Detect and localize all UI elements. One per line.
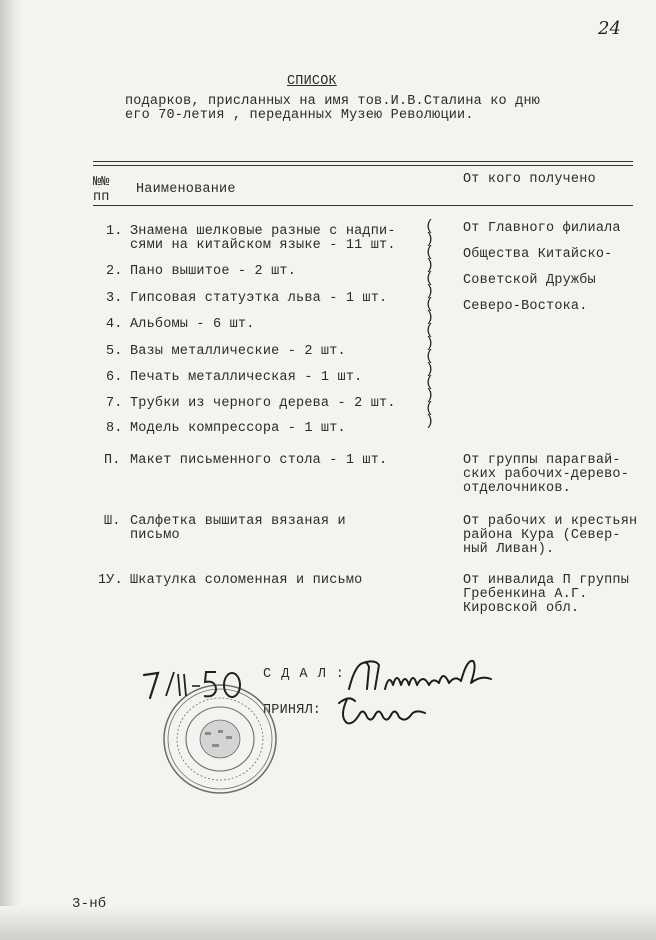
section-3-line-2: письмо xyxy=(130,528,180,543)
group1-from-line-4: Северо-Востока. xyxy=(463,299,588,314)
item-8-text: Модель компрессора - 1 шт. xyxy=(130,421,346,436)
page-number: 24 xyxy=(598,18,621,39)
item-num-3: 3. xyxy=(106,291,123,306)
section-2-text: Макет письменного стола - 1 шт. xyxy=(130,453,388,468)
section-3-line-1: Салфетка вышитая вязаная и xyxy=(130,514,346,529)
handwritten-date xyxy=(140,660,250,705)
section-4-from-line-2: Гребенкина А.Г. xyxy=(463,587,588,602)
item-1-line-2: сями на китайском языке - 11 шт. xyxy=(130,238,396,253)
item-num-7: 7. xyxy=(106,396,123,411)
item-num-6: 6. xyxy=(106,370,123,385)
section-4-from-line-3: Кировской обл. xyxy=(463,601,580,616)
item-num-5: 5. xyxy=(106,344,123,359)
header-num-2: пп xyxy=(93,190,110,205)
item-num-2: 2. xyxy=(106,264,123,279)
section-3-from-line-2: района Кура (Север- xyxy=(463,528,621,543)
section-2-num: П. xyxy=(104,453,121,468)
section-3-num: Ш. xyxy=(104,514,121,529)
scan-shadow-left xyxy=(0,0,22,940)
received-label: ПРИНЯЛ: xyxy=(263,703,322,718)
group1-from-line-3: Советской Дружбы xyxy=(463,273,596,288)
group1-from-line-2: Общества Китайско- xyxy=(463,247,613,262)
item-3-text: Гипсовая статуэтка льва - 1 шт. xyxy=(130,291,388,306)
section-3-from-line-1: От рабочих и крестьян xyxy=(463,514,638,529)
section-4-text: Шкатулка соломенная и письмо xyxy=(130,573,363,588)
subtitle-line-1: подарков, присланных на имя тов.И.В.Сталина ко дню xyxy=(125,94,541,109)
item-2-text: Пано вышитое - 2 шт. xyxy=(130,264,297,279)
item-num-8: 8. xyxy=(106,421,123,436)
signature-handed xyxy=(345,655,505,695)
item-5-text: Вазы металлические - 2 шт. xyxy=(130,344,346,359)
document-title: СПИСОК xyxy=(287,74,337,89)
header-bottom-rule xyxy=(93,205,633,206)
table-top-rule-2 xyxy=(93,165,633,166)
section-2-from-line-3: отделочников. xyxy=(463,481,571,496)
handed-label: С Д А Л : xyxy=(263,667,345,682)
header-from: От кого получено xyxy=(463,172,596,187)
item-num-1: 1. xyxy=(106,224,123,239)
header-name: Наименование xyxy=(136,182,236,197)
subtitle-line-2: его 70-летия , переданных Музею Революции. xyxy=(125,108,474,123)
item-num-4: 4. xyxy=(106,317,123,332)
footer-code: 3-нб xyxy=(72,896,107,912)
item-1-line-1: Знамена шелковые разные с надпи- xyxy=(130,224,396,239)
section-4-num: 1У. xyxy=(98,573,123,588)
header-num-1: №№ xyxy=(93,175,110,190)
section-2-from-line-1: От группы парагвай- xyxy=(463,453,621,468)
section-2-from-line-2: ских рабочих-дерево- xyxy=(463,467,630,482)
group1-from-line-1: От Главного филиала xyxy=(463,221,621,236)
signature-received xyxy=(335,693,435,729)
item-4-text: Альбомы - 6 шт. xyxy=(130,317,255,332)
item-7-text: Трубки из черного дерева - 2 шт. xyxy=(130,396,396,411)
typed-brace: ( ) ( ) ( ) ( ) ( ) ( ) ( ) ( ) xyxy=(425,218,435,430)
section-3-from-line-3: ный Ливан). xyxy=(463,542,555,557)
section-4-from-line-1: От инвалида П группы xyxy=(463,573,630,588)
table-top-rule xyxy=(93,161,633,162)
item-6-text: Печать металлическая - 1 шт. xyxy=(130,370,363,385)
